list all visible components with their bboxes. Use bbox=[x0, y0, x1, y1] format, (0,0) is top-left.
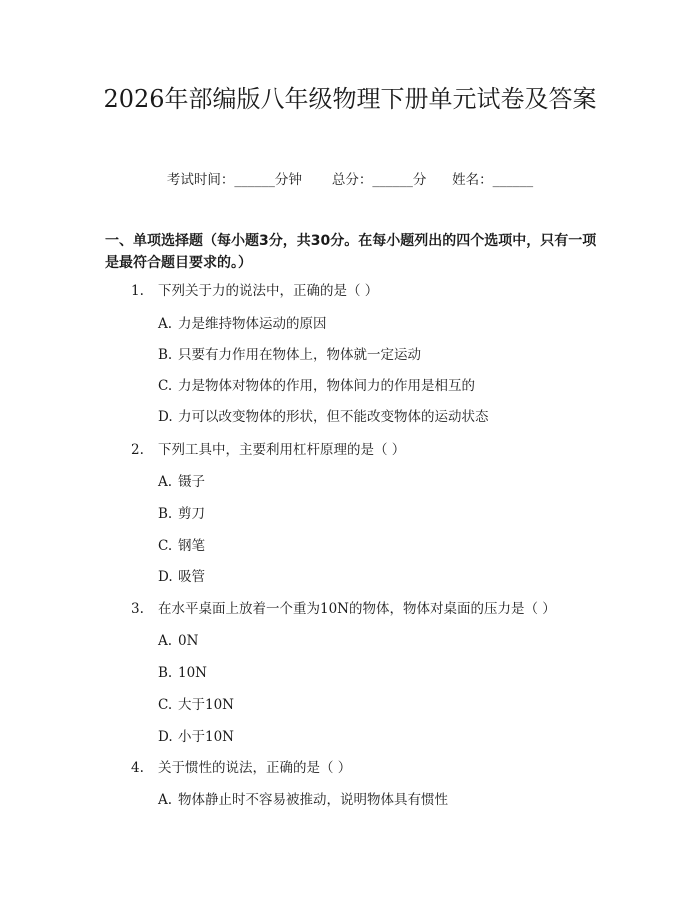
question-text: 关于惯性的说法，正确的是（ ） bbox=[158, 760, 352, 776]
option-text: 10N bbox=[178, 665, 207, 681]
option-letter: A. bbox=[158, 316, 173, 332]
option-text: 0N bbox=[178, 633, 199, 649]
option-text: 镊子 bbox=[178, 474, 205, 490]
option-letter: C. bbox=[158, 538, 173, 554]
question-number: 2. bbox=[131, 442, 144, 458]
option-2a bbox=[158, 473, 205, 491]
option-text: 力可以改变物体的形状，但不能改变物体的运动状态 bbox=[178, 409, 489, 425]
option-text: 力是物体对物体的作用，物体间力的作用是相互的 bbox=[178, 378, 475, 394]
option-letter: D. bbox=[158, 409, 173, 425]
time-unit: 分钟 bbox=[274, 172, 302, 188]
option-letter: B. bbox=[158, 665, 173, 681]
question-number: 1. bbox=[131, 283, 144, 299]
score-label: 总分： bbox=[331, 172, 373, 188]
option-text: 物体静止时不容易被推动，说明物体具有惯性 bbox=[178, 792, 448, 808]
option-letter: C. bbox=[158, 378, 173, 394]
option-3a bbox=[158, 632, 198, 650]
option-1c bbox=[158, 377, 475, 395]
question-4 bbox=[131, 759, 351, 777]
question-3 bbox=[131, 600, 556, 618]
time-label: 考试时间： bbox=[166, 172, 235, 188]
option-text: 小于10N bbox=[178, 729, 234, 745]
option-letter: C. bbox=[158, 697, 173, 713]
question-2 bbox=[131, 441, 405, 459]
option-letter: B. bbox=[158, 347, 173, 363]
exam-title: 2026年部编版八年级物理下册单元试卷及答案 bbox=[103, 85, 597, 113]
option-1d bbox=[158, 408, 489, 426]
time-blank: ______ bbox=[234, 172, 275, 188]
option-text: 吸管 bbox=[178, 569, 205, 585]
question-text: 下列关于力的说法中，正确的是（ ） bbox=[158, 283, 379, 299]
option-3c bbox=[158, 696, 234, 714]
option-letter: A. bbox=[158, 474, 173, 490]
option-text: 只要有力作用在物体上，物体就一定运动 bbox=[178, 347, 421, 363]
option-1a bbox=[158, 315, 327, 333]
question-text: 下列工具中，主要利用杠杆原理的是（ ） bbox=[158, 442, 406, 458]
question-number: 3. bbox=[131, 601, 144, 617]
option-3b bbox=[158, 664, 207, 682]
score-blank: ______ bbox=[372, 172, 413, 188]
option-letter: A. bbox=[158, 633, 173, 649]
section-heading: 一、单项选择题（每小题3分，共30分。在每小题列出的四个选项中，只有一项是最符合题目要求的。） bbox=[105, 233, 597, 271]
option-text: 剪刀 bbox=[178, 506, 205, 522]
question-text: 在水平桌面上放着一个重为10N的物体，物体对桌面的压力是（ ） bbox=[158, 601, 556, 617]
option-3d bbox=[158, 728, 234, 746]
question-1 bbox=[131, 282, 378, 300]
option-text: 钢笔 bbox=[178, 538, 205, 554]
option-4a bbox=[158, 791, 448, 809]
name-blank: ______ bbox=[492, 172, 534, 188]
option-letter: D. bbox=[158, 569, 173, 585]
option-1b bbox=[158, 346, 421, 364]
option-letter: D. bbox=[158, 729, 173, 745]
exam-meta bbox=[0, 168, 700, 188]
option-letter: B. bbox=[158, 506, 173, 522]
option-letter: A. bbox=[158, 792, 173, 808]
question-number: 4. bbox=[131, 760, 144, 776]
score-unit: 分 bbox=[412, 172, 427, 188]
option-2b bbox=[158, 505, 205, 523]
name-label: 姓名： bbox=[452, 172, 493, 188]
option-2c bbox=[158, 537, 205, 555]
option-text: 大于10N bbox=[178, 697, 234, 713]
option-text: 力是维持物体运动的原因 bbox=[178, 316, 327, 332]
option-2d bbox=[158, 568, 205, 586]
